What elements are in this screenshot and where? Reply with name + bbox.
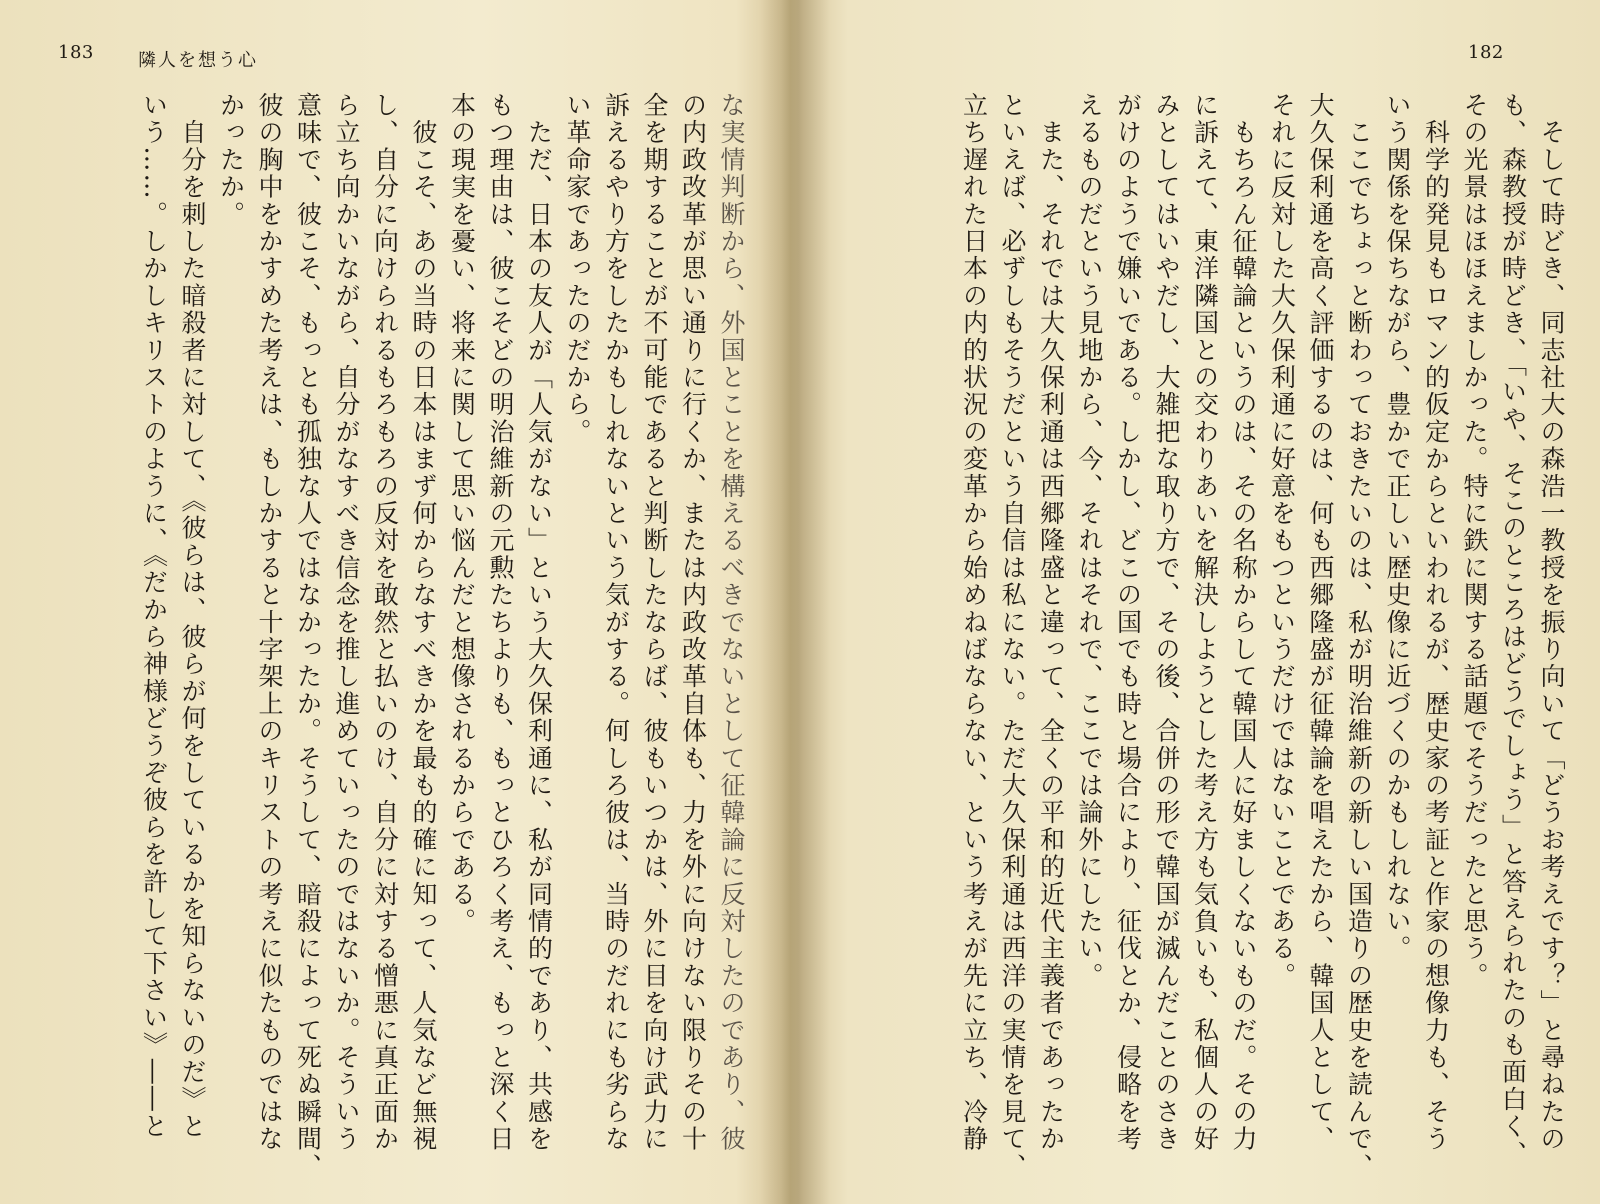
text-column: といえば、必ずしもそうだという自信は私にない。ただ大久保利通は西洋の実情を見て、 — [998, 92, 1027, 1180]
text-column: それに反対した大久保利通に好意をもつというだけではないことである。 — [1267, 92, 1297, 990]
text-column: 自分を刺した暗殺者に対して、《彼らは、彼らが何をしているかを知らないのだ》と — [178, 92, 207, 1141]
left-page — [0, 0, 790, 1204]
text-column: もちろん征韓論というのは、その名称からして韓国人に好ましくないものだ。その力 — [1229, 92, 1258, 1153]
text-column: の内政改革が思い通りに行くか、または内政改革自体も、力を外に向けない限りその十 — [678, 92, 708, 1153]
text-column: 立ち遅れた日本の内的状況の変革から始めねばならない、という考えが先に立ち、冷静 — [959, 92, 989, 1153]
text-column: また、それでは大久保利通は西郷隆盛と違って、全くの平和的近代主義者であったか — [1036, 92, 1066, 1153]
text-column: そして時どき、同志社大の森浩一教授を振り向いて「どうお考えです？」と尋ねたの — [1537, 92, 1566, 1153]
text-column: 彼こそ、あの当時の日本はまず何からなすべきかを最も的確に知って、人気など無視 — [409, 92, 438, 1153]
right-page-text — [842, 92, 1570, 1182]
text-column: ここでちょっと断わっておきたいのは、私が明治維新の新しい国造りの歴史を読んで、 — [1344, 92, 1374, 1180]
running-head: 隣人を想う心 — [138, 50, 258, 71]
text-column: みとしてはいやだし、大雑把な取り方で、その後、合併の形で韓国が滅んだことのさき — [1152, 92, 1181, 1153]
text-column: いう関係を保ちながら、豊かで正しい歴史像に近づくのかもしれない。 — [1383, 92, 1412, 963]
text-column: ただ、日本の友人が「人気がない」という大久保利通に、私が同情的であり、共感を — [524, 92, 554, 1153]
page-number: 182 — [1468, 42, 1504, 63]
text-column: ら立ち向かいながら、自分がなすべき信念を推し進めていったのではないか。そういう — [332, 92, 361, 1153]
text-column: し、自分に向けられるもろもろの反対を敢然と払いのけ、自分に対する憎悪に真正面か — [370, 92, 400, 1153]
text-column: に訴えて、東洋隣国との交わりあいを解決しようとした考え方も気負いも、私個人の好 — [1190, 92, 1220, 1153]
text-column: な実情判断から、外国とことを構えるべきでないとして征韓論に反対したのであり、彼 — [717, 92, 746, 1153]
text-column: その光景はほほえましかった。特に鉄に関する話題でそうだったと思う。 — [1460, 92, 1489, 990]
text-column: えるものだという見地から、今、それはそれで、ここでは論外にしたい。 — [1075, 92, 1104, 990]
right-page — [800, 0, 1600, 1204]
text-column: い革命家であったのだから。 — [563, 92, 592, 446]
page-number: 183 — [58, 42, 94, 63]
text-column: いう……。しかしキリストのように、《だから神様どうぞ彼らを許して下さい》――と — [139, 92, 169, 1141]
text-column: もつ理由は、彼こそどの明治維新の元勲たちよりも、もっとひろく考え、もっと深く日 — [486, 92, 515, 1153]
left-page-text — [40, 92, 750, 1182]
text-column: 科学的発見もロマン的仮定からといわれるが、歴史家の考証と作家の想像力も、そう — [1421, 92, 1451, 1153]
text-column: も、森教授が時どき、「いや、そこのところはどうでしょう」と答えられたのも面白く、 — [1498, 92, 1528, 1168]
text-column: 彼の胸中をかすめた考えは、もしかすると十字架上のキリストの考えに似たものではな — [255, 92, 284, 1153]
text-column: 全を期することが不可能であると判断したならば、彼もいつかは、外に目を向け武力に — [640, 92, 669, 1153]
text-column: 本の現実を憂い、将来に関して思い悩んだと想像されるからである。 — [447, 92, 477, 936]
text-column: 意味で、彼こそ、もっとも孤独な人ではなかったか。そうして、暗殺によって死ぬ瞬間、 — [293, 92, 323, 1180]
text-column: 訴えるやり方をしたかもしれないという気がする。何しろ彼は、当時のだれにも劣らな — [601, 92, 631, 1153]
text-column: 大久保利通を高く評価するのは、何も西郷隆盛が征韓論を唱えたから、韓国人として、 — [1306, 92, 1335, 1153]
text-column: かったか。 — [216, 92, 246, 228]
text-column: がけのようで嫌いである。しかし、どこの国でも時と場合により、征伐とか、侵略を考 — [1113, 92, 1143, 1153]
